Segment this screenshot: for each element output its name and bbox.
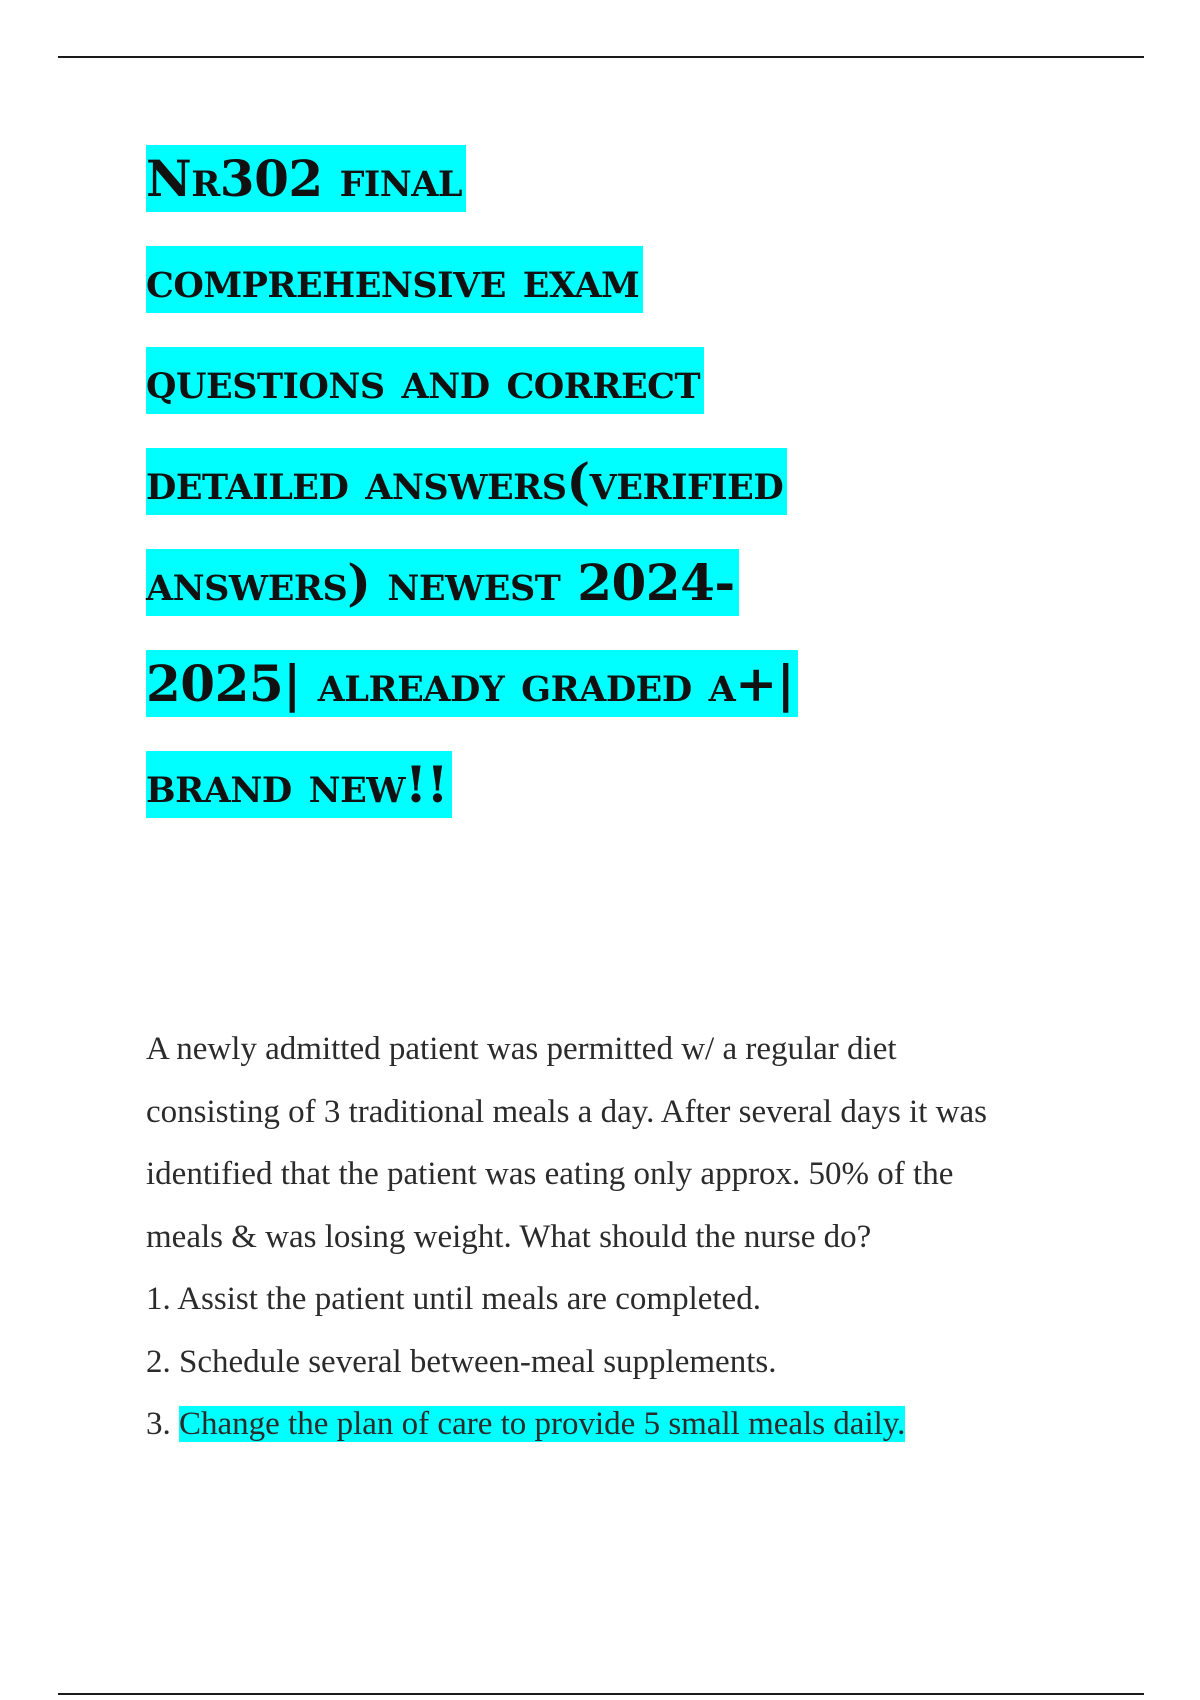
title-line	[146, 145, 1106, 246]
footer-rule	[58, 1693, 1144, 1695]
option-text: Schedule several between-meal supplements.	[179, 1343, 777, 1380]
title-line-text: questions and correct	[146, 347, 704, 414]
title-line	[146, 347, 1106, 448]
option-number: 1.	[146, 1281, 171, 1317]
option-text-highlighted: Change the plan of care to provide 5 small meals daily.	[179, 1406, 906, 1442]
title-line	[146, 650, 1106, 751]
title-line	[146, 751, 1106, 852]
answer-option-correct	[146, 1393, 1086, 1456]
option-number: 2.	[146, 1343, 171, 1380]
option-text: Assist the patient until meals are completed.	[177, 1281, 761, 1317]
answer-option	[146, 1331, 1086, 1394]
title-line-text: brand new!!	[146, 751, 452, 818]
document-title	[146, 145, 1106, 852]
question-block	[146, 1018, 1086, 1456]
title-line-text: detailed answers(verified	[146, 448, 787, 515]
title-line-text: 2025| already graded a+|	[146, 650, 798, 717]
answer-option	[146, 1268, 1086, 1331]
question-stem-line: meals & was losing weight. What should the nurse do?	[146, 1218, 872, 1255]
title-line-text: comprehensive exam	[146, 246, 643, 313]
question-stem-line: A newly admitted patient was permitted w/ a regular diet	[146, 1031, 897, 1067]
question-stem-line: consisting of 3 traditional meals a day. After several days it was	[146, 1093, 987, 1130]
title-line	[146, 549, 1106, 650]
option-number: 3.	[146, 1406, 171, 1442]
title-line	[146, 448, 1106, 549]
title-line-text: Nr302 final	[146, 145, 466, 212]
title-line-text: answers) newest 2024-	[146, 549, 739, 616]
title-line	[146, 246, 1106, 347]
question-stem-line: identified that the patient was eating only approx. 50% of the	[146, 1156, 954, 1192]
header-rule	[58, 56, 1144, 58]
